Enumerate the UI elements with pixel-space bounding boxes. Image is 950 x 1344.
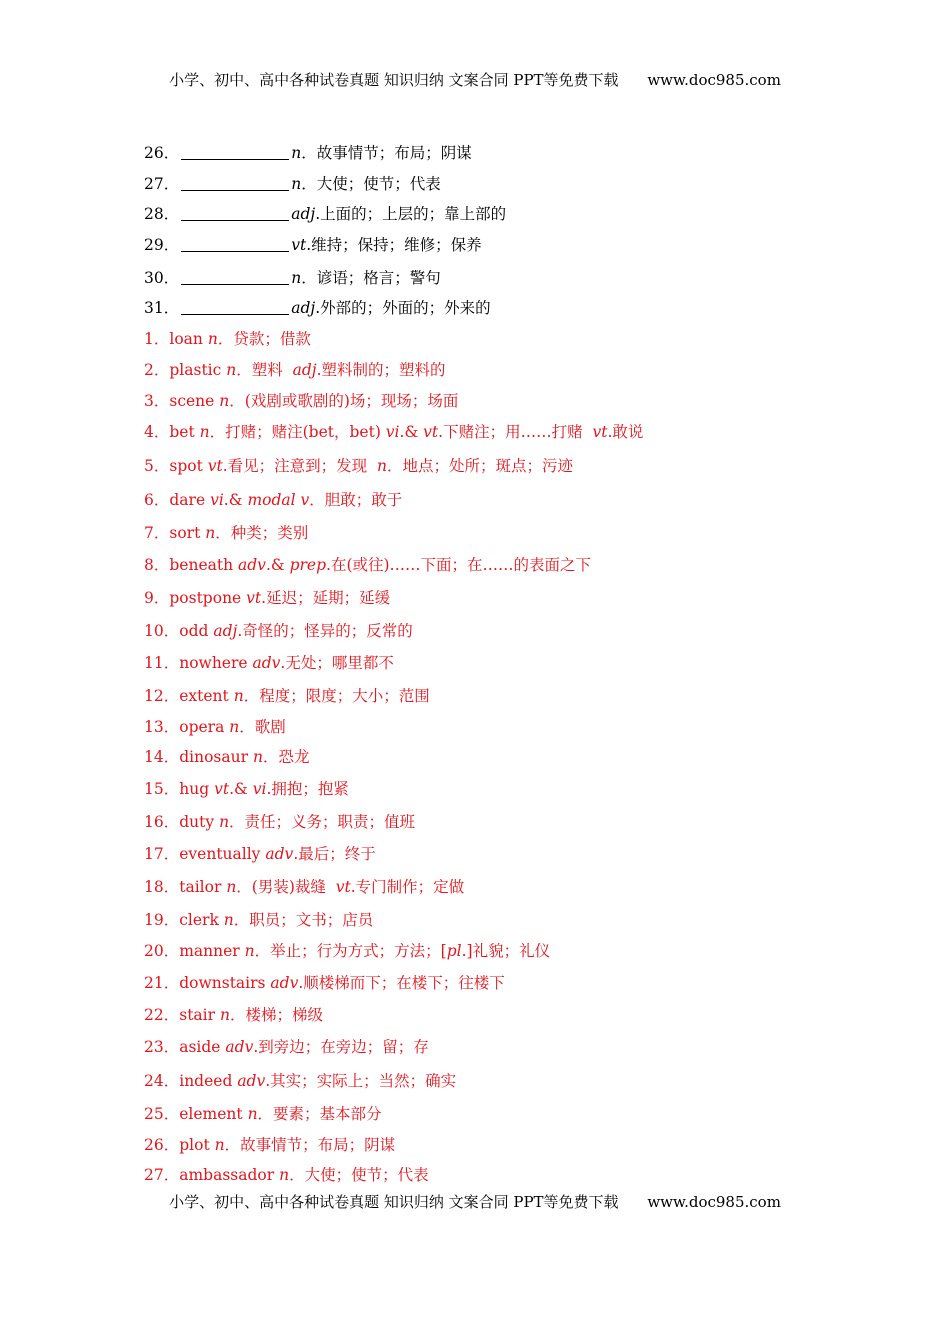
definition: .看见；注意到；发现	[222, 457, 378, 475]
part-of-speech: vt	[246, 589, 262, 607]
item-number: 11．	[144, 654, 180, 672]
answer-word: bet	[169, 423, 195, 441]
answer-word: dare	[169, 491, 206, 509]
item-number: 6．	[144, 491, 170, 509]
definition: ．(戏剧或歌剧的)场；现场；场面	[229, 392, 459, 410]
part-of-speech: n	[219, 392, 230, 410]
item-number: 22．	[144, 1006, 180, 1024]
definition: ．恐龙	[262, 748, 310, 766]
answer-item	[144, 587, 390, 609]
part-of-speech: adv	[237, 1072, 266, 1090]
item-number: 20．	[144, 942, 180, 960]
part-of-speech: adj	[213, 622, 238, 640]
item-number: 12．	[144, 687, 180, 705]
answer-item	[144, 522, 308, 544]
part-of-speech: vt	[214, 780, 230, 798]
answer-word: tailor	[179, 878, 222, 896]
part-of-speech: adv	[270, 974, 299, 992]
answer-item	[144, 940, 550, 962]
answer-word: eventually	[179, 845, 261, 863]
answer-item	[144, 390, 458, 412]
part-of-speech: vt	[592, 423, 608, 441]
answer-item	[144, 1134, 395, 1156]
answer-item	[144, 554, 591, 576]
definition: ．贷款；借款	[217, 330, 311, 348]
answer-blank[interactable]	[181, 175, 289, 191]
definition: .&	[265, 556, 290, 574]
definition: .&	[399, 423, 424, 441]
answer-word: sort	[169, 524, 201, 542]
answer-word: postpone	[169, 589, 242, 607]
page-footer	[0, 1191, 950, 1212]
item-number: 16．	[144, 813, 180, 831]
item-number: 8．	[144, 556, 170, 574]
part-of-speech: n	[214, 1136, 225, 1154]
definition: .到旁边；在旁边；留；存	[253, 1038, 429, 1056]
part-of-speech: adj	[292, 361, 317, 379]
answer-word: clerk	[179, 911, 219, 929]
answer-item	[144, 620, 413, 642]
answer-item	[144, 685, 430, 707]
part-of-speech: adj	[291, 299, 316, 317]
definition: .下赌注；用……打赌	[438, 423, 593, 441]
item-number: 3．	[144, 392, 170, 410]
definition: ．故事情节；布局；阴谋	[301, 144, 472, 162]
item-number: 14．	[144, 748, 180, 766]
part-of-speech: modal v	[247, 491, 310, 509]
exercise-item	[144, 203, 506, 225]
answer-item	[144, 716, 286, 738]
answer-item	[144, 328, 311, 350]
part-of-speech: vi	[252, 780, 267, 798]
part-of-speech: n	[244, 942, 255, 960]
part-of-speech: n	[291, 175, 302, 193]
part-of-speech: n	[223, 911, 234, 929]
definition: .其实；实际上；当然；确实	[265, 1072, 457, 1090]
answer-item	[144, 811, 415, 833]
answer-word: beneath	[169, 556, 234, 574]
answer-word: duty	[179, 813, 215, 831]
answer-word: scene	[169, 392, 215, 410]
definition: ．职员；文书；店员	[233, 911, 374, 929]
part-of-speech: n	[199, 423, 210, 441]
definition: ．故事情节；布局；阴谋	[224, 1136, 396, 1154]
exercise-item	[144, 234, 482, 256]
answer-blank[interactable]	[181, 299, 289, 315]
definition: ．地点；处所；斑点；污迹	[387, 457, 574, 475]
item-number: 30．	[144, 269, 180, 287]
part-of-speech: n	[247, 1105, 258, 1123]
part-of-speech: adv	[238, 556, 266, 574]
answer-item	[144, 489, 402, 511]
answer-item	[144, 1103, 382, 1125]
part-of-speech: vt	[291, 236, 307, 254]
definition: .]礼貌；礼仪	[461, 942, 551, 960]
answer-word: aside	[179, 1038, 221, 1056]
answer-word: spot	[169, 457, 203, 475]
item-number: 15．	[144, 780, 180, 798]
answer-blank[interactable]	[181, 269, 289, 285]
answer-word: nowhere	[179, 654, 248, 672]
item-number: 5．	[144, 457, 170, 475]
answer-item	[144, 876, 464, 898]
answer-word: ambassador	[179, 1166, 275, 1184]
definition: ．打赌；赌注(bet，bet)	[209, 423, 386, 441]
answer-item	[144, 1164, 429, 1186]
answer-word: dinosaur	[179, 748, 249, 766]
footer-text: 小学、初中、高中各种试卷真题 知识归纳 文案合同 PPT等免费下载	[169, 1193, 619, 1211]
item-number: 24．	[144, 1072, 180, 1090]
definition: ．塑料	[236, 361, 293, 379]
answer-word: opera	[179, 718, 225, 736]
part-of-speech: n	[233, 687, 244, 705]
definition: .敢说	[607, 423, 644, 441]
answer-blank[interactable]	[181, 236, 289, 252]
exercise-item	[144, 173, 441, 195]
header-text: 小学、初中、高中各种试卷真题 知识归纳 文案合同 PPT等免费下载	[169, 71, 619, 89]
definition: ．歌剧	[239, 718, 286, 736]
definition: ．胆敢；敢于	[309, 491, 403, 509]
answer-item	[144, 421, 643, 443]
answer-item	[144, 455, 573, 477]
definition: .专门制作；定做	[350, 878, 465, 896]
answer-word: downstairs	[179, 974, 266, 992]
definition: .上面的；上层的；靠上部的	[315, 205, 507, 223]
part-of-speech: n	[279, 1166, 290, 1184]
part-of-speech: vt	[335, 878, 351, 896]
page-header	[0, 69, 950, 90]
item-number: 28．	[144, 205, 180, 223]
definition: ．楼梯；梯级	[229, 1006, 323, 1024]
part-of-speech: pl	[446, 942, 462, 960]
item-number: 31．	[144, 299, 180, 317]
item-number: 26．	[144, 144, 180, 162]
answer-item	[144, 909, 373, 931]
item-number: 26．	[144, 1136, 180, 1154]
part-of-speech: n	[291, 269, 302, 287]
answer-blank[interactable]	[181, 205, 289, 221]
item-number: 13．	[144, 718, 180, 736]
definition: .在(或往)……下面；在……的表面之下	[326, 556, 592, 574]
definition: .塑料制的；塑料的	[316, 361, 446, 379]
answer-word: hug	[179, 780, 210, 798]
part-of-speech: vi	[210, 491, 224, 509]
part-of-speech: n	[377, 457, 388, 475]
footer-site-link[interactable]: www.doc985.com	[647, 1193, 781, 1211]
answer-word: plot	[179, 1136, 210, 1154]
part-of-speech: n	[207, 330, 218, 348]
definition: ．(男装)裁缝	[236, 878, 336, 896]
definition: ．要素；基本部分	[257, 1105, 382, 1123]
item-number: 29．	[144, 236, 180, 254]
part-of-speech: n	[205, 524, 216, 542]
answer-item	[144, 746, 309, 768]
definition: ．种类；类别	[215, 524, 309, 542]
definition: .&	[229, 780, 253, 798]
item-number: 7．	[144, 524, 170, 542]
part-of-speech: vt	[423, 423, 439, 441]
part-of-speech: n	[219, 813, 230, 831]
answer-item	[144, 1070, 456, 1092]
item-number: 2．	[144, 361, 170, 379]
answer-word: manner	[179, 942, 240, 960]
definition: .无处；哪里都不	[280, 654, 394, 672]
answer-item	[144, 778, 349, 800]
item-number: 1．	[144, 330, 170, 348]
part-of-speech: n	[229, 718, 240, 736]
answer-item	[144, 972, 505, 994]
definition: .&	[223, 491, 248, 509]
part-of-speech: adv	[265, 845, 294, 863]
part-of-speech: n	[219, 1006, 230, 1024]
item-number: 17．	[144, 845, 180, 863]
definition: .顺楼梯而下；在楼下；往楼下	[298, 974, 505, 992]
definition: .维持；保持；维修；保养	[306, 236, 482, 254]
part-of-speech: n	[226, 361, 237, 379]
definition: .奇怪的；怪异的；反常的	[237, 622, 413, 640]
item-number: 10．	[144, 622, 180, 640]
item-number: 9．	[144, 589, 170, 607]
exercise-item	[144, 142, 472, 164]
item-number: 23．	[144, 1038, 180, 1056]
definition: ．举止；行为方式；方法；[	[254, 942, 447, 960]
item-number: 27．	[144, 1166, 180, 1184]
item-number: 18．	[144, 878, 180, 896]
answer-blank[interactable]	[181, 144, 289, 160]
part-of-speech: prep	[289, 556, 327, 574]
definition: .延迟；延期；延缓	[261, 589, 391, 607]
definition: ．大使；使节；代表	[301, 175, 441, 193]
definition: ．大使；使节；代表	[289, 1166, 429, 1184]
part-of-speech: adv	[252, 654, 281, 672]
part-of-speech: vt	[207, 457, 223, 475]
answer-item	[144, 652, 394, 674]
answer-word: extent	[179, 687, 229, 705]
item-number: 27．	[144, 175, 180, 193]
part-of-speech: adv	[225, 1038, 254, 1056]
item-number: 21．	[144, 974, 180, 992]
part-of-speech: n	[252, 748, 263, 766]
answer-item	[144, 1036, 429, 1058]
item-number: 19．	[144, 911, 180, 929]
part-of-speech: n	[226, 878, 237, 896]
definition: .拥抱；抱紧	[266, 780, 349, 798]
exercise-item	[144, 297, 491, 319]
answer-item	[144, 843, 376, 865]
answer-item	[144, 1004, 323, 1026]
item-number: 25．	[144, 1105, 180, 1123]
part-of-speech: n	[291, 144, 302, 162]
answer-word: element	[179, 1105, 243, 1123]
part-of-speech: adj	[291, 205, 316, 223]
answer-word: loan	[169, 330, 203, 348]
definition: .最后；终于	[293, 845, 376, 863]
definition: .外部的；外面的；外来的	[315, 299, 491, 317]
answer-word: plastic	[169, 361, 222, 379]
header-site-link[interactable]: www.doc985.com	[647, 71, 781, 89]
part-of-speech: vi	[385, 423, 400, 441]
definition: ．程度；限度；大小；范围	[243, 687, 430, 705]
answer-item	[144, 359, 446, 381]
answer-word: indeed	[179, 1072, 233, 1090]
item-number: 4．	[144, 423, 170, 441]
definition: ．责任；义务；职责；值班	[229, 813, 416, 831]
answer-word: odd	[179, 622, 209, 640]
exercise-item	[144, 267, 441, 289]
answer-word: stair	[179, 1006, 216, 1024]
definition: ．谚语；格言；警句	[301, 269, 441, 287]
